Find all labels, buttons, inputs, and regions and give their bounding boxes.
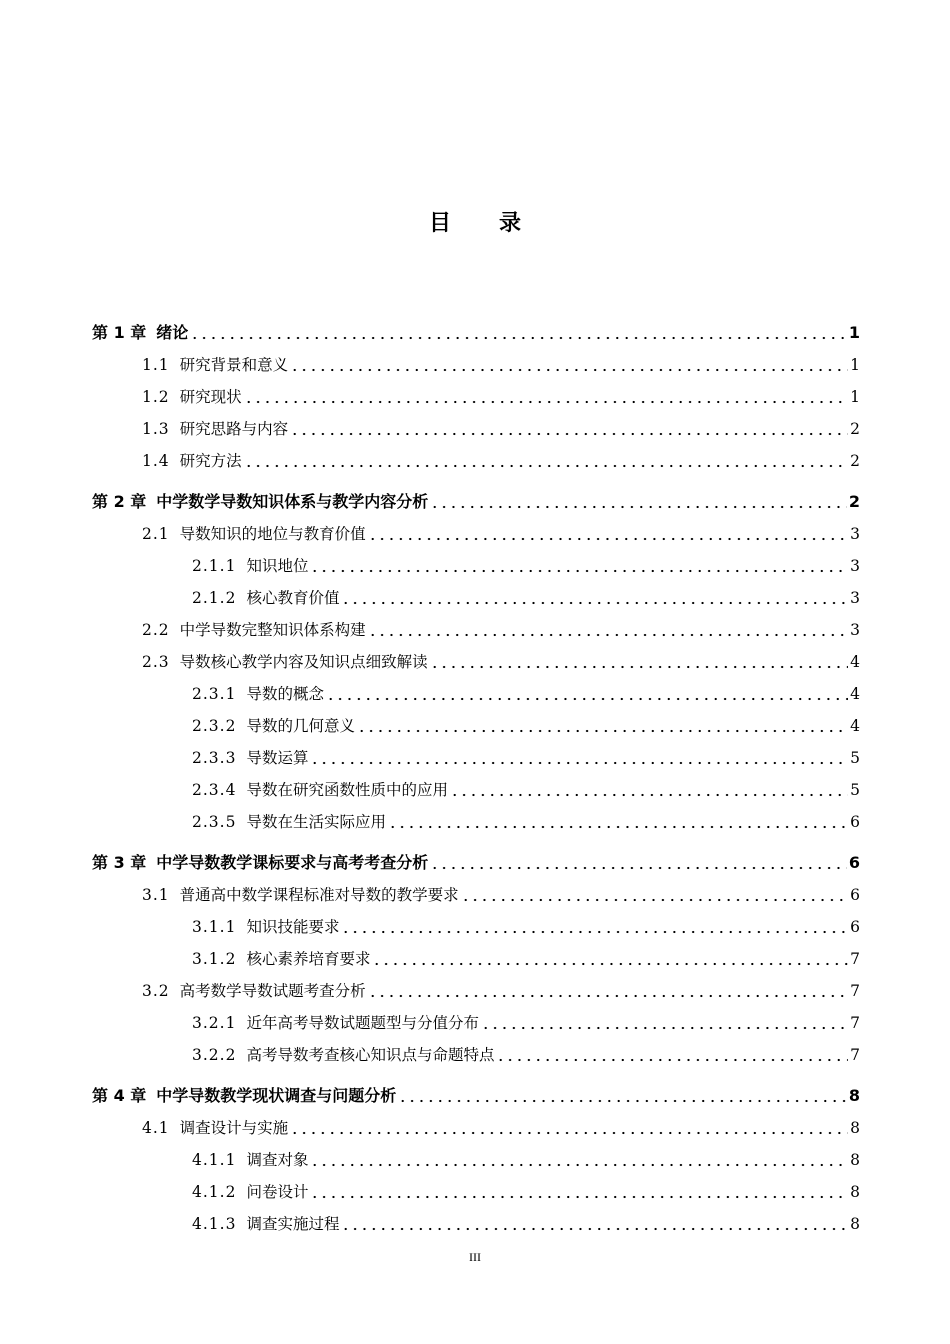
toc-entry-title: 调查设计与实施 bbox=[179, 1119, 289, 1137]
toc-entry-page: 6 bbox=[850, 813, 860, 831]
toc-chapter-entry[interactable] bbox=[92, 1076, 860, 1108]
dot-leader bbox=[310, 1151, 848, 1167]
dot-leader bbox=[368, 525, 848, 541]
toc-entry-page: 6 bbox=[850, 886, 860, 904]
toc-entry-title: 导数核心教学内容及知识点细致解读 bbox=[179, 653, 428, 671]
toc-entry-number: 第 4 章 bbox=[92, 1086, 147, 1105]
dot-leader bbox=[310, 749, 848, 765]
toc-entry-title: 导数在生活实际应用 bbox=[246, 813, 386, 831]
dot-leader bbox=[450, 781, 848, 797]
dot-leader bbox=[481, 1014, 848, 1030]
toc-entry-title: 研究方法 bbox=[179, 452, 242, 470]
toc-section-entry[interactable] bbox=[142, 409, 860, 441]
dot-leader bbox=[190, 324, 847, 340]
toc-entry-page: 2 bbox=[848, 492, 860, 511]
toc-entry-number: 2.2 bbox=[142, 621, 170, 639]
toc-section-entry[interactable] bbox=[142, 514, 860, 546]
toc-entry-title: 核心素养培育要求 bbox=[246, 950, 371, 968]
toc-entry-number: 第 2 章 bbox=[92, 492, 147, 511]
toc-entry-page: 6 bbox=[848, 853, 860, 872]
toc-entry-number: 2.3.3 bbox=[192, 749, 237, 767]
toc-entry-number: 第 3 章 bbox=[92, 853, 147, 872]
toc-entry-page: 3 bbox=[850, 557, 860, 575]
toc-entry-title: 绪论 bbox=[156, 323, 189, 342]
toc-entry-page: 2 bbox=[850, 452, 860, 470]
toc-subsection-entry[interactable] bbox=[192, 939, 860, 971]
toc-entry-page: 3 bbox=[850, 589, 860, 607]
toc-entry-page: 7 bbox=[850, 950, 860, 968]
toc-entry-page: 8 bbox=[848, 1086, 860, 1105]
dot-leader bbox=[341, 1215, 848, 1231]
toc-entry-title: 知识技能要求 bbox=[246, 918, 340, 936]
toc-entry-title: 普通高中数学课程标准对导数的教学要求 bbox=[179, 886, 459, 904]
dot-leader bbox=[244, 388, 848, 404]
toc-entry-title: 导数在研究函数性质中的应用 bbox=[246, 781, 448, 799]
toc-entry-title: 高考导数考查核心知识点与命题特点 bbox=[246, 1046, 495, 1064]
toc-entry-number: 3.1.2 bbox=[192, 950, 237, 968]
toc-entry-page: 5 bbox=[850, 781, 860, 799]
toc-entry-number: 1.2 bbox=[142, 388, 170, 406]
toc-entry-title: 中学导数教学现状调查与问题分析 bbox=[156, 1086, 397, 1105]
toc-subsection-entry[interactable] bbox=[192, 1140, 860, 1172]
toc-entry-title: 中学导数教学课标要求与高考考查分析 bbox=[156, 853, 429, 872]
toc-entry-page: 1 bbox=[850, 356, 860, 374]
toc-subsection-entry[interactable] bbox=[192, 1035, 860, 1067]
dot-leader bbox=[388, 813, 848, 829]
toc-entry-title: 导数的几何意义 bbox=[246, 717, 355, 735]
toc-entry-number: 4.1.2 bbox=[192, 1183, 237, 1201]
toc-entry-title: 核心教育价值 bbox=[246, 589, 340, 607]
toc-section-entry[interactable] bbox=[142, 377, 860, 409]
toc-entry-title: 近年高考导数试题题型与分值分布 bbox=[246, 1014, 479, 1032]
toc-entry-page: 8 bbox=[850, 1151, 860, 1169]
toc-entry-number: 1.4 bbox=[142, 452, 170, 470]
dot-leader bbox=[326, 685, 848, 701]
toc-entry-number: 第 1 章 bbox=[92, 323, 147, 342]
dot-leader bbox=[430, 493, 847, 509]
toc-entry-page: 1 bbox=[848, 323, 860, 342]
toc-title: 目录 bbox=[428, 211, 569, 236]
toc-entry-number: 1.1 bbox=[142, 356, 170, 374]
toc-entry-number: 2.3.5 bbox=[192, 813, 237, 831]
toc-entry-page: 8 bbox=[850, 1183, 860, 1201]
toc-entry-number: 3.2 bbox=[142, 982, 170, 1000]
toc-entry-title: 导数运算 bbox=[246, 749, 309, 767]
dot-leader bbox=[357, 717, 848, 733]
dot-leader bbox=[341, 589, 848, 605]
toc-entry-number: 4.1.3 bbox=[192, 1215, 237, 1233]
dot-leader bbox=[290, 356, 848, 372]
dot-leader bbox=[290, 1119, 848, 1135]
dot-leader bbox=[310, 1183, 848, 1199]
toc-subsection-entry[interactable] bbox=[192, 1204, 860, 1236]
toc-subsection-entry[interactable] bbox=[192, 770, 860, 802]
dot-leader bbox=[244, 452, 848, 468]
dot-leader bbox=[341, 918, 848, 934]
toc-entry-page: 3 bbox=[850, 621, 860, 639]
toc-section-entry[interactable] bbox=[142, 875, 860, 907]
toc-entry-title: 研究现状 bbox=[179, 388, 242, 406]
dot-leader bbox=[368, 621, 848, 637]
toc-entry-title: 调查对象 bbox=[246, 1151, 309, 1169]
toc-entry-number: 3.1.1 bbox=[192, 918, 237, 936]
toc-entry-number: 4.1 bbox=[142, 1119, 170, 1137]
toc-entry-number: 2.3.4 bbox=[192, 781, 237, 799]
toc-entry-page: 5 bbox=[850, 749, 860, 767]
toc-subsection-entry[interactable] bbox=[192, 706, 860, 738]
toc-entry-page: 6 bbox=[850, 918, 860, 936]
toc-section-entry[interactable] bbox=[142, 1108, 860, 1140]
toc-entry-title: 调查实施过程 bbox=[246, 1215, 340, 1233]
dot-leader bbox=[310, 557, 848, 573]
toc-chapter-entry[interactable] bbox=[92, 313, 860, 345]
toc-entry-title: 高考数学导数试题考查分析 bbox=[179, 982, 366, 1000]
toc-entry-page: 3 bbox=[850, 525, 860, 543]
toc-subsection-entry[interactable] bbox=[192, 578, 860, 610]
toc-entry-number: 3.2.2 bbox=[192, 1046, 237, 1064]
toc-entry-page: 7 bbox=[850, 982, 860, 1000]
toc-entry-title: 中学导数完整知识体系构建 bbox=[179, 621, 366, 639]
toc-subsection-entry[interactable] bbox=[192, 738, 860, 770]
dot-leader bbox=[290, 420, 848, 436]
toc-entry-page: 7 bbox=[850, 1014, 860, 1032]
toc-entry-number: 3.1 bbox=[142, 886, 170, 904]
toc-entry-title: 导数的概念 bbox=[246, 685, 324, 703]
toc-subsection-entry[interactable] bbox=[192, 802, 860, 834]
toc-section-entry[interactable] bbox=[142, 345, 860, 377]
toc-entry-page: 4 bbox=[850, 653, 860, 671]
toc-entry-title: 研究背景和意义 bbox=[179, 356, 289, 374]
toc-section-entry[interactable] bbox=[142, 971, 860, 1003]
toc-entry-page: 2 bbox=[850, 420, 860, 438]
toc-entry-page: 1 bbox=[850, 388, 860, 406]
toc-entry-page: 7 bbox=[850, 1046, 860, 1064]
toc-section-entry[interactable] bbox=[142, 441, 860, 473]
toc-subsection-entry[interactable] bbox=[192, 1003, 860, 1035]
dot-leader bbox=[368, 982, 848, 998]
toc-entry-title: 研究思路与内容 bbox=[179, 420, 289, 438]
dot-leader bbox=[372, 950, 848, 966]
toc-section-entry[interactable] bbox=[142, 642, 860, 674]
toc-entry-number: 2.1 bbox=[142, 525, 170, 543]
toc-entry-number: 2.3 bbox=[142, 653, 170, 671]
toc-subsection-entry[interactable] bbox=[192, 674, 860, 706]
toc-entry-page: 4 bbox=[850, 685, 860, 703]
toc-entry-title: 知识地位 bbox=[246, 557, 309, 575]
dot-leader bbox=[496, 1046, 848, 1062]
toc-entry-title: 中学数学导数知识体系与教学内容分析 bbox=[156, 492, 429, 511]
toc-entry-page: 8 bbox=[850, 1119, 860, 1137]
toc-entry-number: 2.1.1 bbox=[192, 557, 237, 575]
toc-entry-page: 4 bbox=[850, 717, 860, 735]
toc-chapter-entry[interactable] bbox=[92, 482, 860, 514]
dot-leader bbox=[430, 653, 848, 669]
dot-leader bbox=[398, 1087, 847, 1103]
toc-entry-number: 4.1.1 bbox=[192, 1151, 237, 1169]
toc-entry-number: 2.3.2 bbox=[192, 717, 237, 735]
toc-entry-title: 问卷设计 bbox=[246, 1183, 309, 1201]
dot-leader bbox=[430, 854, 847, 870]
toc-chapter-entry[interactable] bbox=[92, 843, 860, 875]
toc-entry-number: 3.2.1 bbox=[192, 1014, 237, 1032]
toc-subsection-entry[interactable] bbox=[192, 1172, 860, 1204]
dot-leader bbox=[461, 886, 848, 902]
toc-subsection-entry[interactable] bbox=[192, 546, 860, 578]
toc-entry-number: 2.1.2 bbox=[192, 589, 237, 607]
toc-entry-page: 8 bbox=[850, 1215, 860, 1233]
toc-section-entry[interactable] bbox=[142, 610, 860, 642]
toc-entry-title: 导数知识的地位与教育价值 bbox=[179, 525, 366, 543]
toc-entry-number: 1.3 bbox=[142, 420, 170, 438]
toc-subsection-entry[interactable] bbox=[192, 907, 860, 939]
page-number: III bbox=[469, 1250, 481, 1264]
toc-entry-number: 2.3.1 bbox=[192, 685, 237, 703]
